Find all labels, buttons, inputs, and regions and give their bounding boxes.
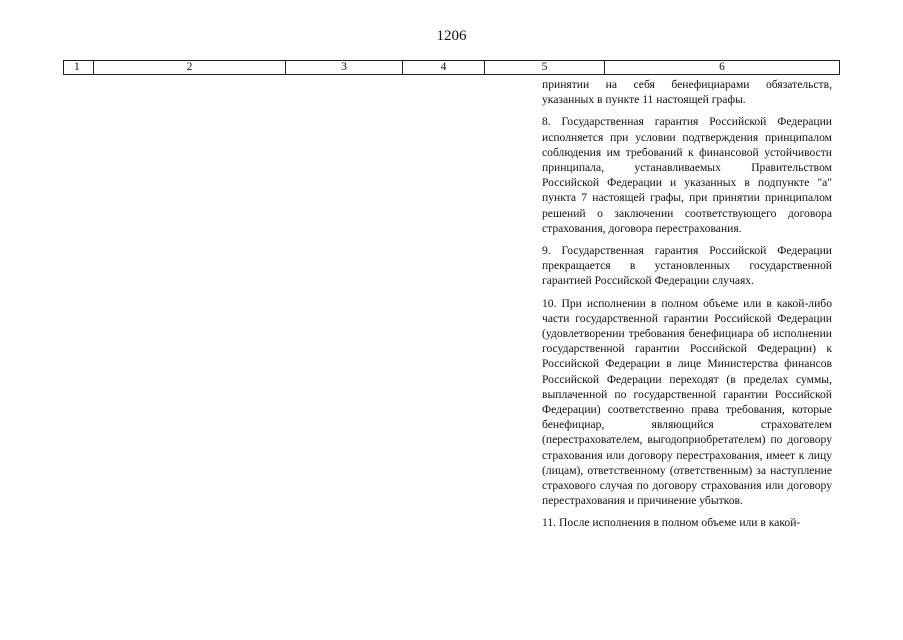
paragraph-continuation: принятии на себя бенефициарами обязательств, указанных в пункте 11 настоящей графы. xyxy=(542,78,832,107)
column-header-1: 1 xyxy=(64,61,94,75)
column-6-text xyxy=(542,77,832,538)
paragraph-8: 8. Государственная гарантия Российской Федерации исполняется при условии подтверждения принципалом соблюдения им требований к финансовой устойчивости принципала, устанавливаемых Правительством Российской Федерации и указанных в подпункте "а" пункта 7 настоящей графы, при принятии принципалом решений о заключении соответствующего договора страхования, договора перестрахования. xyxy=(542,115,832,235)
column-header-2: 2 xyxy=(94,61,286,75)
column-header-6: 6 xyxy=(605,61,840,75)
page-number: 1206 xyxy=(436,28,467,44)
column-header-5: 5 xyxy=(485,61,605,75)
column-header-table xyxy=(63,60,840,75)
paragraph-11: 11. После исполнения в полном объеме или в какой- xyxy=(542,516,801,530)
column-header-3: 3 xyxy=(286,61,403,75)
column-header-4: 4 xyxy=(403,61,485,75)
paragraph-10: 10. При исполнении в полном объеме или в какой-либо части государственной гарантии Российской Федерации (удовлетворении требования бенефициара об исполнении государственной гарантии Российской Федерации) к Российской Федерации в лице Министерства финансов Российской Федерации переходят (в пределах суммы, выплаченной по государственной гарантии Российской Федерации) соответственно права требования, которые бенефициар, являющийся страхователем (перестрахователем, выгодоприобретателем) по договору страхования или договору перестрахования, имеет к лицу (лицам), ответственному (ответственным) за наступление страхового случая по договору страхования или договору перестрахования и причинение убытков. xyxy=(542,296,832,508)
paragraph-9: 9. Государственная гарантия Российской Федерации прекращается в установленных государственной гарантией Российской Федерации случаях. xyxy=(542,244,832,288)
column-header-row xyxy=(64,61,840,75)
